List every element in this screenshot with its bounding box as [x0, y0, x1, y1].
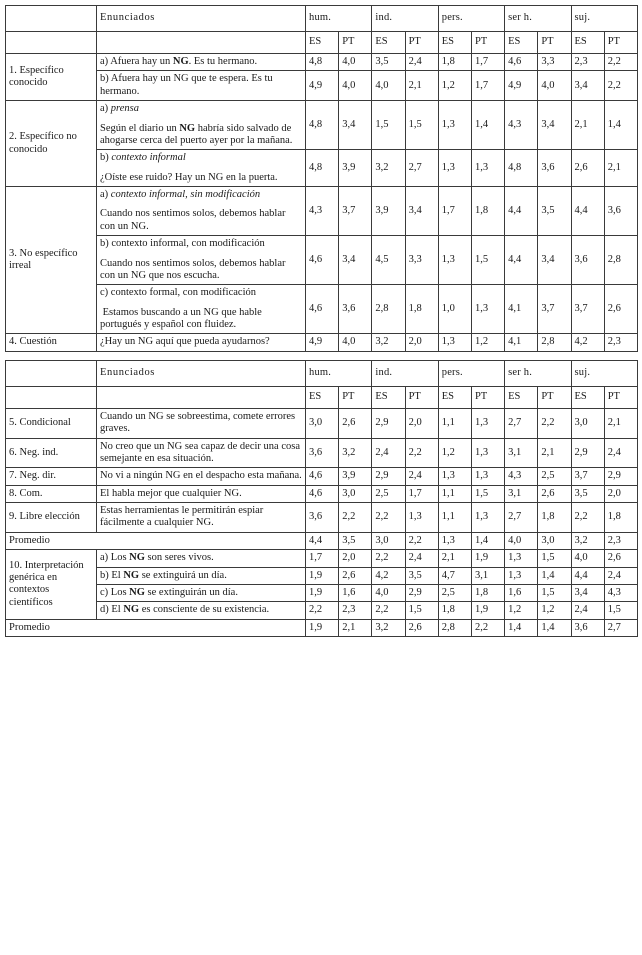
score-cell: 4,9	[306, 334, 339, 351]
score-cell: 3,4	[339, 236, 372, 285]
statement-cell: b) El NG se extinguirá un día.	[97, 567, 306, 584]
average-score-cell: 2,2	[471, 619, 504, 636]
score-cell: 4,3	[604, 584, 637, 601]
header-lang-9: ES	[571, 32, 604, 54]
table-row	[6, 602, 638, 619]
score-cell: 3,5	[538, 187, 571, 236]
header-lang-8: PT	[538, 32, 571, 54]
score-cell: 1,8	[471, 584, 504, 601]
score-cell: 3,1	[471, 567, 504, 584]
score-cell: 2,0	[604, 485, 637, 502]
score-cell: 3,6	[604, 187, 637, 236]
score-cell: 1,7	[438, 187, 471, 236]
average-score-cell: 2,1	[339, 619, 372, 636]
statement-cell: a) contexto informal, sin modificación Cuando nos sentimos solos, debemos hablar con un NG.	[97, 187, 306, 236]
score-cell: 3,2	[372, 150, 405, 187]
score-cell: 4,4	[505, 236, 538, 285]
header-group-4: ser h.	[505, 360, 571, 386]
statement-cell: No creo que un NG sea capaz de decir una cosa semejante en esa situación.	[97, 438, 306, 468]
average-score-cell: 3,6	[571, 619, 604, 636]
score-cell: 2,3	[571, 54, 604, 71]
score-cell: 1,5	[538, 584, 571, 601]
score-cell: 1,3	[471, 468, 504, 485]
header-lang-4: PT	[405, 32, 438, 54]
score-cell: 1,2	[438, 71, 471, 101]
average-score-cell: 3,0	[372, 532, 405, 549]
score-cell: 1,5	[471, 485, 504, 502]
score-cell: 1,3	[405, 503, 438, 533]
score-cell: 1,2	[538, 602, 571, 619]
header-corner-blank	[6, 360, 97, 386]
score-cell: 3,7	[339, 187, 372, 236]
average-score-cell: 2,2	[405, 532, 438, 549]
score-cell: 3,1	[505, 438, 538, 468]
score-cell: 1,9	[471, 550, 504, 567]
average-row	[6, 532, 638, 549]
statement-cell: a) Afuera hay un NG. Es tu hermano.	[97, 54, 306, 71]
category-cell: 6. Neg. ind.	[6, 438, 97, 468]
score-cell: 3,4	[339, 101, 372, 150]
header-lang-7: ES	[505, 32, 538, 54]
score-cell: 2,4	[604, 567, 637, 584]
header-lang-10: PT	[604, 32, 637, 54]
score-cell: 1,6	[505, 584, 538, 601]
header-lang-3: ES	[372, 32, 405, 54]
score-cell: 1,5	[538, 550, 571, 567]
table-row	[6, 236, 638, 285]
score-cell: 4,0	[538, 71, 571, 101]
average-score-cell: 1,3	[438, 532, 471, 549]
header-lang-5: ES	[438, 386, 471, 408]
results-table-2	[5, 360, 638, 637]
score-cell: 1,2	[471, 334, 504, 351]
header-row-languages	[6, 32, 638, 54]
score-cell: 1,4	[604, 101, 637, 150]
score-cell: 3,6	[571, 236, 604, 285]
score-cell: 3,6	[339, 285, 372, 334]
score-cell: 2,8	[538, 334, 571, 351]
table-row	[6, 550, 638, 567]
score-cell: 1,3	[505, 567, 538, 584]
table-row	[6, 584, 638, 601]
score-cell: 4,1	[505, 334, 538, 351]
score-cell: 2,3	[339, 602, 372, 619]
score-cell: 1,3	[438, 468, 471, 485]
score-cell: 4,7	[438, 567, 471, 584]
header-row-groups	[6, 360, 638, 386]
average-score-cell: 4,4	[306, 532, 339, 549]
score-cell: 1,7	[306, 550, 339, 567]
statement-cell: b) contexto informal ¿Oíste ese ruido? Hay un NG en la puerta.	[97, 150, 306, 187]
score-cell: 2,1	[604, 408, 637, 438]
header-group-3: pers.	[438, 360, 504, 386]
score-cell: 2,4	[405, 550, 438, 567]
score-cell: 2,1	[604, 150, 637, 187]
score-cell: 2,6	[339, 408, 372, 438]
header-lang-4: PT	[405, 386, 438, 408]
table-row	[6, 54, 638, 71]
header-blank-category	[6, 386, 97, 408]
score-cell: 2,1	[538, 438, 571, 468]
score-cell: 4,9	[306, 71, 339, 101]
score-cell: 4,3	[306, 187, 339, 236]
header-blank-enunciados	[97, 386, 306, 408]
score-cell: 2,8	[604, 236, 637, 285]
score-cell: 2,9	[372, 468, 405, 485]
average-row	[6, 619, 638, 636]
score-cell: 4,2	[372, 567, 405, 584]
score-cell: 4,6	[306, 485, 339, 502]
score-cell: 4,4	[571, 567, 604, 584]
score-cell: 4,0	[339, 334, 372, 351]
score-cell: 2,1	[405, 71, 438, 101]
table-row	[6, 485, 638, 502]
score-cell: 1,9	[306, 567, 339, 584]
score-cell: 2,2	[538, 408, 571, 438]
header-row-languages	[6, 386, 638, 408]
statement-cell: El habla mejor que cualquier NG.	[97, 485, 306, 502]
score-cell: 3,3	[538, 54, 571, 71]
score-cell: 2,7	[505, 408, 538, 438]
score-cell: 1,1	[438, 408, 471, 438]
score-cell: 1,7	[471, 71, 504, 101]
statement-cell: d) El NG es consciente de su existencia.	[97, 602, 306, 619]
score-cell: 4,4	[505, 187, 538, 236]
score-cell: 4,9	[505, 71, 538, 101]
score-cell: 1,3	[471, 408, 504, 438]
score-cell: 4,0	[372, 71, 405, 101]
score-cell: 3,0	[571, 408, 604, 438]
header-lang-3: ES	[372, 386, 405, 408]
average-score-cell: 4,0	[505, 532, 538, 549]
score-cell: 4,4	[571, 187, 604, 236]
header-group-2: ind.	[372, 6, 438, 32]
score-cell: 1,8	[604, 503, 637, 533]
category-cell: 4. Cuestión	[6, 334, 97, 351]
score-cell: 2,9	[571, 438, 604, 468]
score-cell: 1,5	[604, 602, 637, 619]
score-cell: 2,1	[438, 550, 471, 567]
score-cell: 3,2	[339, 438, 372, 468]
score-cell: 3,5	[405, 567, 438, 584]
score-cell: 1,8	[471, 187, 504, 236]
header-lang-2: PT	[339, 32, 372, 54]
score-cell: 2,4	[372, 438, 405, 468]
header-lang-7: ES	[505, 386, 538, 408]
table-row	[6, 187, 638, 236]
score-cell: 3,9	[339, 150, 372, 187]
average-score-cell: 2,3	[604, 532, 637, 549]
score-cell: 2,7	[505, 503, 538, 533]
header-group-2: ind.	[372, 360, 438, 386]
score-cell: 1,3	[438, 334, 471, 351]
score-cell: 4,8	[505, 150, 538, 187]
average-score-cell: 1,9	[306, 619, 339, 636]
score-cell: 1,0	[438, 285, 471, 334]
score-cell: 2,5	[372, 485, 405, 502]
score-cell: 4,5	[372, 236, 405, 285]
score-cell: 4,0	[339, 54, 372, 71]
category-cell: 7. Neg. dir.	[6, 468, 97, 485]
header-blank-category	[6, 32, 97, 54]
statement-cell: Cuando un NG se sobreestima, comete errores graves.	[97, 408, 306, 438]
score-cell: 1,3	[471, 285, 504, 334]
header-lang-6: PT	[471, 32, 504, 54]
header-group-3: pers.	[438, 6, 504, 32]
average-score-cell: 2,8	[438, 619, 471, 636]
statement-cell: c) Los NG se extinguirán un día.	[97, 584, 306, 601]
average-score-cell: 3,0	[538, 532, 571, 549]
score-cell: 2,2	[339, 503, 372, 533]
score-cell: 3,1	[505, 485, 538, 502]
document-page	[0, 5, 642, 955]
score-cell: 1,5	[405, 602, 438, 619]
category-cell: 1. Específico conocido	[6, 54, 97, 101]
category-cell: 5. Condicional	[6, 408, 97, 438]
score-cell: 1,8	[405, 285, 438, 334]
score-cell: 4,6	[306, 285, 339, 334]
score-cell: 1,5	[372, 101, 405, 150]
score-cell: 4,3	[505, 468, 538, 485]
score-cell: 4,8	[306, 54, 339, 71]
score-cell: 3,5	[372, 54, 405, 71]
score-cell: 2,7	[405, 150, 438, 187]
table-row	[6, 468, 638, 485]
average-score-cell: 3,5	[339, 532, 372, 549]
score-cell: 3,6	[306, 503, 339, 533]
score-cell: 3,9	[339, 468, 372, 485]
table-row	[6, 438, 638, 468]
score-cell: 1,5	[471, 236, 504, 285]
score-cell: 2,9	[372, 408, 405, 438]
header-enunciados: Enunciados	[97, 6, 306, 32]
score-cell: 3,4	[538, 101, 571, 150]
score-cell: 3,9	[372, 187, 405, 236]
header-lang-1: ES	[306, 32, 339, 54]
score-cell: 1,9	[306, 584, 339, 601]
score-cell: 2,2	[372, 550, 405, 567]
score-cell: 2,4	[571, 602, 604, 619]
score-cell: 2,2	[372, 503, 405, 533]
score-cell: 2,9	[604, 468, 637, 485]
score-cell: 3,4	[405, 187, 438, 236]
average-score-cell: 1,4	[471, 532, 504, 549]
score-cell: 3,4	[538, 236, 571, 285]
score-cell: 2,0	[405, 408, 438, 438]
score-cell: 1,2	[505, 602, 538, 619]
statement-cell: ¿Hay un NG aquí que pueda ayudarnos?	[97, 334, 306, 351]
score-cell: 1,8	[538, 503, 571, 533]
statement-cell: a) Los NG son seres vivos.	[97, 550, 306, 567]
score-cell: 4,0	[571, 550, 604, 567]
score-cell: 3,0	[339, 485, 372, 502]
score-cell: 2,2	[372, 602, 405, 619]
average-score-cell: 1,4	[538, 619, 571, 636]
statement-cell: a) prensa Según el diario un NG habría sido salvado de ahogarse cerca del puerto ayer por la mañana.	[97, 101, 306, 150]
average-score-cell: 2,6	[405, 619, 438, 636]
score-cell: 3,4	[571, 584, 604, 601]
score-cell: 3,6	[538, 150, 571, 187]
score-cell: 3,5	[571, 485, 604, 502]
score-cell: 3,4	[571, 71, 604, 101]
header-row-groups	[6, 6, 638, 32]
score-cell: 1,2	[438, 438, 471, 468]
score-cell: 1,8	[438, 602, 471, 619]
header-lang-1: ES	[306, 386, 339, 408]
statement-cell: c) contexto formal, con modificación Estamos buscando a un NG que hable portugués y español con fluidez.	[97, 285, 306, 334]
score-cell: 2,2	[405, 438, 438, 468]
score-cell: 2,0	[405, 334, 438, 351]
table-row	[6, 503, 638, 533]
statement-cell: No vi a ningún NG en el despacho esta mañana.	[97, 468, 306, 485]
score-cell: 1,3	[438, 236, 471, 285]
header-blank-enunciados	[97, 32, 306, 54]
category-cell: 2. Específico no conocido	[6, 101, 97, 187]
statement-cell: Estas herramientas le permitirán espiar fácilmente a cualquier NG.	[97, 503, 306, 533]
category-cell: 8. Com.	[6, 485, 97, 502]
score-cell: 2,6	[571, 150, 604, 187]
score-cell: 2,2	[604, 54, 637, 71]
average-score-cell: 1,4	[505, 619, 538, 636]
score-cell: 4,0	[372, 584, 405, 601]
header-group-4: ser h.	[505, 6, 571, 32]
score-cell: 1,1	[438, 503, 471, 533]
score-cell: 3,3	[405, 236, 438, 285]
score-cell: 4,1	[505, 285, 538, 334]
header-group-5: suj.	[571, 6, 637, 32]
score-cell: 3,0	[306, 408, 339, 438]
score-cell: 1,9	[471, 602, 504, 619]
score-cell: 4,8	[306, 101, 339, 150]
score-cell: 3,6	[306, 438, 339, 468]
score-cell: 2,5	[438, 584, 471, 601]
score-cell: 4,8	[306, 150, 339, 187]
average-label: Promedio	[6, 619, 306, 636]
score-cell: 1,3	[471, 503, 504, 533]
score-cell: 2,2	[604, 71, 637, 101]
score-cell: 1,1	[438, 485, 471, 502]
table-row	[6, 101, 638, 150]
score-cell: 2,0	[339, 550, 372, 567]
score-cell: 1,3	[438, 150, 471, 187]
score-cell: 1,6	[339, 584, 372, 601]
score-cell: 2,8	[372, 285, 405, 334]
average-score-cell: 3,2	[571, 532, 604, 549]
results-table-1	[5, 5, 638, 352]
score-cell: 2,6	[339, 567, 372, 584]
score-cell: 1,4	[471, 101, 504, 150]
statement-cell: b) Afuera hay un NG que te espera. Es tu hermano.	[97, 71, 306, 101]
score-cell: 1,3	[505, 550, 538, 567]
header-lang-6: PT	[471, 386, 504, 408]
score-cell: 1,5	[405, 101, 438, 150]
score-cell: 2,4	[405, 468, 438, 485]
statement-cell: b) contexto informal, con modificación Cuando nos sentimos solos, debemos hablar con un NG que nos escucha.	[97, 236, 306, 285]
header-lang-10: PT	[604, 386, 637, 408]
score-cell: 4,3	[505, 101, 538, 150]
score-cell: 1,3	[471, 150, 504, 187]
score-cell: 2,3	[604, 334, 637, 351]
score-cell: 2,6	[604, 285, 637, 334]
header-group-1: hum.	[306, 360, 372, 386]
score-cell: 3,2	[372, 334, 405, 351]
score-cell: 3,7	[571, 468, 604, 485]
header-lang-5: ES	[438, 32, 471, 54]
header-group-5: suj.	[571, 360, 637, 386]
category-cell: 10. Interpretación genérica en contextos científicos	[6, 550, 97, 620]
table-row	[6, 567, 638, 584]
score-cell: 1,7	[405, 485, 438, 502]
category-cell: 9. Libre elección	[6, 503, 97, 533]
score-cell: 2,1	[571, 101, 604, 150]
score-cell: 1,3	[471, 438, 504, 468]
score-cell: 3,7	[571, 285, 604, 334]
category-cell: 3. No específico irreal	[6, 187, 97, 334]
score-cell: 2,6	[538, 485, 571, 502]
header-lang-2: PT	[339, 386, 372, 408]
table-row	[6, 285, 638, 334]
score-cell: 2,6	[604, 550, 637, 567]
average-score-cell: 2,7	[604, 619, 637, 636]
score-cell: 4,0	[339, 71, 372, 101]
table-row	[6, 408, 638, 438]
header-group-1: hum.	[306, 6, 372, 32]
score-cell: 2,9	[405, 584, 438, 601]
average-score-cell: 3,2	[372, 619, 405, 636]
header-enunciados: Enunciados	[97, 360, 306, 386]
score-cell: 1,3	[438, 101, 471, 150]
table-row	[6, 150, 638, 187]
score-cell: 4,2	[571, 334, 604, 351]
score-cell: 1,8	[438, 54, 471, 71]
score-cell: 4,6	[306, 236, 339, 285]
score-cell: 3,7	[538, 285, 571, 334]
score-cell: 2,2	[571, 503, 604, 533]
score-cell: 2,5	[538, 468, 571, 485]
score-cell: 2,4	[405, 54, 438, 71]
score-cell: 2,2	[306, 602, 339, 619]
header-corner-blank	[6, 6, 97, 32]
table-row	[6, 334, 638, 351]
score-cell: 1,7	[471, 54, 504, 71]
table-row	[6, 71, 638, 101]
header-lang-8: PT	[538, 386, 571, 408]
score-cell: 1,4	[538, 567, 571, 584]
score-cell: 2,4	[604, 438, 637, 468]
score-cell: 4,6	[306, 468, 339, 485]
average-label: Promedio	[6, 532, 306, 549]
score-cell: 4,6	[505, 54, 538, 71]
header-lang-9: ES	[571, 386, 604, 408]
